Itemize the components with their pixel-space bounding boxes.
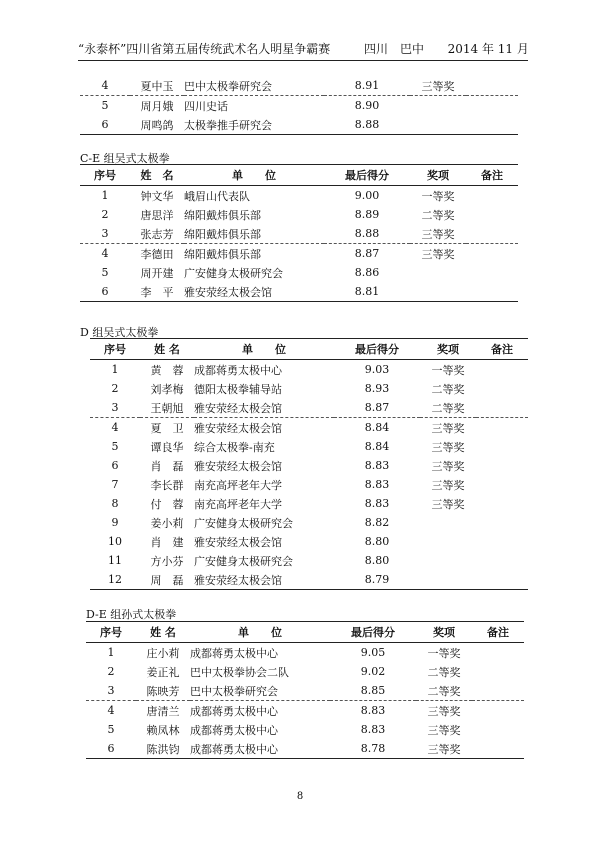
- cell-note: [466, 224, 518, 244]
- cell-award: 二等奖: [431, 401, 465, 415]
- header-name: 姓 名: [130, 165, 184, 186]
- header-note: 备注: [466, 165, 518, 186]
- cell-award: 三等奖: [431, 497, 465, 511]
- cell-name: 李长群: [150, 478, 184, 492]
- cell-award: 三等奖: [431, 459, 465, 473]
- cell-name: 周开建: [140, 266, 174, 280]
- cell-score: 8.83: [364, 478, 390, 491]
- cell-name: 王朝旭: [150, 401, 184, 415]
- cell-name: 夏中玉: [140, 79, 174, 93]
- page-header: [78, 40, 528, 57]
- cell-name: 周 磊: [150, 573, 184, 587]
- table-row: [86, 643, 524, 663]
- cell-score: 8.83: [364, 497, 390, 510]
- cell-note: [476, 398, 528, 418]
- cell-unit: 巴中太极拳研究会: [190, 684, 278, 698]
- cell-score: 8.93: [364, 382, 390, 395]
- cell-award: 二等奖: [427, 684, 461, 698]
- cell-no: 2: [111, 382, 119, 395]
- cell-no: 8: [111, 497, 119, 510]
- table-row: [80, 263, 518, 282]
- table-row: [90, 437, 528, 456]
- header-unit: 单 位: [190, 622, 330, 643]
- cell-award: 三等奖: [427, 742, 461, 756]
- cell-award: [410, 282, 466, 302]
- table-row: [90, 494, 528, 513]
- cell-score: 8.89: [354, 208, 380, 221]
- cell-unit: 成都蒋勇太极中心: [194, 363, 282, 377]
- header-award: 奖项: [420, 339, 476, 360]
- table-row: [86, 701, 524, 721]
- cell-award: 三等奖: [431, 440, 465, 454]
- cell-unit: 成都蒋勇太极中心: [190, 701, 330, 721]
- cell-name: 钟文华: [140, 189, 174, 203]
- cell-note: [472, 701, 524, 721]
- cell-unit: 雅安荥经太极会馆: [194, 401, 282, 415]
- cell-award: [420, 513, 476, 532]
- cell-award: 三等奖: [431, 478, 465, 492]
- cell-name: 谭良华: [150, 440, 184, 454]
- cell-note: [476, 379, 528, 398]
- cell-note: [472, 662, 524, 681]
- cell-unit: 雅安荥经太极会馆: [194, 535, 282, 549]
- cell-note: [472, 643, 524, 663]
- cell-note: [466, 96, 518, 116]
- cell-unit: 成都蒋勇太极中心: [190, 723, 278, 737]
- cell-award: 一等奖: [427, 646, 461, 660]
- cell-note: [472, 720, 524, 739]
- cell-award: [420, 551, 476, 570]
- cell-unit: 峨眉山代表队: [184, 189, 250, 203]
- cell-name: 唐清兰: [136, 701, 190, 721]
- cell-no: 6: [107, 742, 115, 755]
- cell-no: 2: [107, 665, 115, 678]
- table-row: [80, 282, 518, 302]
- cell-score: 8.81: [354, 285, 380, 298]
- cell-unit: 雅安荥经太极会馆: [184, 285, 272, 299]
- cell-award: [420, 532, 476, 551]
- cell-score: 8.84: [364, 440, 390, 453]
- cell-note: [476, 456, 528, 475]
- cell-no: 4: [80, 244, 130, 264]
- cell-score: 8.78: [360, 742, 386, 755]
- table-row: [90, 398, 528, 418]
- cell-no: 1: [111, 363, 119, 376]
- cell-score: 8.91: [354, 79, 380, 92]
- cell-name: 李 平: [140, 285, 174, 299]
- cell-name: 唐思洋: [140, 208, 174, 222]
- header-note: 备注: [472, 622, 524, 643]
- cell-name: 刘孝梅: [150, 382, 184, 396]
- results-table-de: [86, 621, 524, 759]
- table-row: [80, 115, 518, 135]
- table-row: [90, 418, 528, 438]
- cell-award: 二等奖: [431, 382, 465, 396]
- section-title-de: D-E 组孙式太极拳: [86, 608, 177, 621]
- cell-name: 方小芬: [150, 554, 184, 568]
- cell-no: 4: [86, 701, 136, 721]
- cell-note: [466, 205, 518, 224]
- cell-award: 三等奖: [410, 244, 466, 264]
- cell-name: 周月娥: [130, 96, 184, 116]
- cell-name: 赖凤林: [146, 723, 180, 737]
- table-row: [90, 456, 528, 475]
- cell-award: 三等奖: [421, 227, 455, 241]
- cell-score: 8.83: [360, 723, 386, 736]
- cell-score: 8.80: [364, 535, 390, 548]
- table-row: [90, 532, 528, 551]
- cell-award: 三等奖: [416, 701, 472, 721]
- cell-note: [466, 186, 518, 206]
- cell-no: 12: [108, 573, 122, 586]
- table-row: [90, 379, 528, 398]
- table-row: [86, 681, 524, 701]
- cell-no: 5: [101, 266, 109, 279]
- cell-award: [410, 263, 466, 282]
- header-rule: [78, 60, 528, 61]
- cell-name: 庄小莉: [146, 646, 180, 660]
- table-header-row: [90, 339, 528, 360]
- cell-award: 一等奖: [421, 189, 455, 203]
- cell-no: 5: [111, 440, 119, 453]
- cell-unit: 德阳太极拳辅导站: [194, 382, 282, 396]
- cell-no: 5: [107, 723, 115, 736]
- cell-name: 陈洪钧: [146, 742, 180, 756]
- cell-note: [466, 263, 518, 282]
- table-header-row: [80, 165, 518, 186]
- cell-award: 二等奖: [421, 208, 455, 222]
- table-row: [90, 570, 528, 590]
- cell-name: 姜小莉: [150, 516, 184, 530]
- results-table-continued: [80, 76, 518, 135]
- cell-score: 8.85: [360, 684, 386, 697]
- table-row: [86, 662, 524, 681]
- cell-no: 3: [111, 401, 119, 414]
- cell-name: 姜正礼: [146, 665, 180, 679]
- cell-no: 6: [111, 459, 119, 472]
- table-row: [90, 513, 528, 532]
- cell-no: 1: [107, 646, 115, 659]
- cell-unit: 综合太极拳-南充: [194, 440, 275, 454]
- header-date: 2014 年 11 月: [447, 42, 529, 56]
- table-row: [80, 205, 518, 224]
- table-row: [90, 551, 528, 570]
- cell-note: [476, 532, 528, 551]
- cell-note: [476, 418, 528, 438]
- header-award: 奖项: [416, 622, 472, 643]
- cell-note: [476, 551, 528, 570]
- cell-no: 4: [90, 418, 140, 438]
- cell-no: 3: [107, 684, 115, 697]
- cell-note: [476, 513, 528, 532]
- cell-unit: 雅安荥经太极会馆: [194, 459, 282, 473]
- cell-note: [476, 570, 528, 590]
- results-table-ce: [80, 164, 518, 302]
- cell-note: [476, 437, 528, 456]
- cell-no: 5: [80, 96, 130, 116]
- cell-name: 夏 卫: [140, 418, 194, 438]
- cell-unit: 南充高坪老年大学: [194, 497, 282, 511]
- cell-note: [466, 115, 518, 135]
- cell-unit: 南充高坪老年大学: [194, 478, 282, 492]
- cell-no: 11: [108, 554, 122, 567]
- cell-unit: 广安健身太极研究会: [194, 554, 293, 568]
- cell-score: 8.87: [324, 244, 410, 264]
- cell-name: 李德田: [130, 244, 184, 264]
- header-name: 姓 名: [140, 339, 194, 360]
- header-award: 奖项: [410, 165, 466, 186]
- cell-unit: 四川史话: [184, 96, 324, 116]
- header-unit: 单 位: [184, 165, 324, 186]
- cell-score: 8.79: [364, 573, 390, 586]
- header-title: “永泰杯”四川省第五届传统武术名人明星争霸赛: [78, 42, 331, 56]
- section-title-d: D 组吴式太极拳: [80, 326, 159, 339]
- cell-note: [476, 475, 528, 494]
- cell-note: [472, 739, 524, 759]
- header-score: 最后得分: [330, 622, 416, 643]
- cell-no: 3: [101, 227, 109, 240]
- cell-award: [410, 96, 466, 116]
- cell-no: 9: [111, 516, 119, 529]
- table-row: [80, 76, 518, 96]
- cell-score: 9.00: [354, 189, 380, 202]
- cell-name: 肖 建: [150, 535, 184, 549]
- cell-score: 8.86: [354, 266, 380, 279]
- table-row: [90, 475, 528, 494]
- cell-no: 6: [101, 285, 109, 298]
- cell-score: 8.88: [354, 227, 380, 240]
- cell-unit: 绵阳戴炜俱乐部: [184, 227, 261, 241]
- cell-name: 付 蓉: [150, 497, 184, 511]
- cell-score: 8.88: [354, 118, 380, 131]
- cell-unit: 巴中太极拳协会二队: [190, 665, 289, 679]
- header-name: 姓 名: [136, 622, 190, 643]
- cell-no: 10: [108, 535, 122, 548]
- cell-award: 一等奖: [431, 363, 465, 377]
- table-row: [80, 244, 518, 264]
- cell-score: 9.05: [360, 646, 386, 659]
- header-score: 最后得分: [334, 339, 420, 360]
- cell-unit: 绵阳戴炜俱乐部: [184, 244, 324, 264]
- cell-score: 8.82: [364, 516, 390, 529]
- cell-award: 三等奖: [420, 418, 476, 438]
- cell-name: 周鸣鸽: [140, 118, 174, 132]
- table-row: [86, 739, 524, 759]
- cell-no: 4: [101, 79, 109, 92]
- header-location: 四川 巴中: [363, 42, 424, 56]
- cell-award: 三等奖: [427, 723, 461, 737]
- cell-unit: 雅安荥经太极会馆: [194, 418, 334, 438]
- cell-unit: 巴中太极拳研究会: [184, 79, 272, 93]
- cell-no: 2: [101, 208, 109, 221]
- cell-unit: 广安健身太极研究会: [194, 516, 293, 530]
- header-no: 序号: [86, 622, 136, 643]
- cell-no: 6: [101, 118, 109, 131]
- table-row: [80, 96, 518, 116]
- cell-name: 肖 磊: [150, 459, 184, 473]
- header-note: 备注: [476, 339, 528, 360]
- page-number: 8: [296, 791, 304, 802]
- cell-unit: 广安健身太极研究会: [184, 266, 283, 280]
- cell-score: 9.03: [364, 363, 390, 376]
- cell-score: 8.87: [364, 401, 390, 414]
- cell-note: [476, 360, 528, 380]
- cell-note: [466, 76, 518, 96]
- cell-no: 1: [101, 189, 109, 202]
- header-no: 序号: [90, 339, 140, 360]
- cell-score: 8.84: [334, 418, 420, 438]
- cell-score: 8.90: [324, 96, 410, 116]
- table-row: [90, 360, 528, 380]
- table-header-row: [86, 622, 524, 643]
- cell-note: [472, 681, 524, 701]
- header-score: 最后得分: [324, 165, 410, 186]
- cell-score: 9.02: [360, 665, 386, 678]
- table-row: [86, 720, 524, 739]
- cell-unit: 绵阳戴炜俱乐部: [184, 208, 261, 222]
- cell-score: 8.83: [330, 701, 416, 721]
- cell-award: [420, 570, 476, 590]
- cell-score: 8.80: [364, 554, 390, 567]
- cell-name: 张志芳: [140, 227, 174, 241]
- cell-award: 三等奖: [421, 79, 455, 93]
- cell-unit: 成都蒋勇太极中心: [190, 646, 278, 660]
- header-unit: 单 位: [194, 339, 334, 360]
- header-no: 序号: [80, 165, 130, 186]
- cell-award: 二等奖: [427, 665, 461, 679]
- cell-score: 8.83: [364, 459, 390, 472]
- table-row: [80, 186, 518, 206]
- cell-name: 黄 蓉: [150, 363, 184, 377]
- cell-unit: 太极拳推手研究会: [184, 118, 272, 132]
- cell-name: 陈映芳: [146, 684, 180, 698]
- cell-note: [466, 282, 518, 302]
- cell-no: 7: [111, 478, 119, 491]
- cell-unit: 成都蒋勇太极中心: [190, 742, 278, 756]
- section-title-ce: C-E 组吴式太极拳: [80, 152, 170, 165]
- cell-award: [410, 115, 466, 135]
- results-table-d: [90, 338, 528, 590]
- cell-unit: 雅安荥经太极会馆: [194, 573, 282, 587]
- cell-note: [476, 494, 528, 513]
- table-row: [80, 224, 518, 244]
- cell-note: [466, 244, 518, 264]
